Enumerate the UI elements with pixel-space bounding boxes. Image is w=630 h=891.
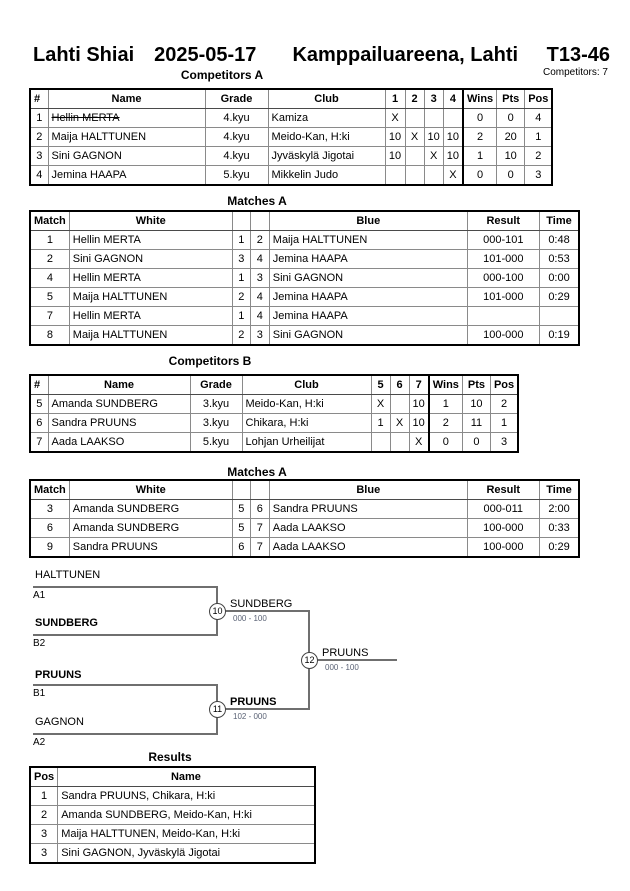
- cell-match: 1: [30, 231, 69, 250]
- cell-wins: 1: [463, 147, 497, 166]
- cell-pts: 20: [497, 128, 525, 147]
- col-grade: Grade: [190, 375, 242, 395]
- col-white: White: [69, 480, 232, 500]
- col-result: Result: [467, 211, 539, 231]
- cell-pos: 1: [525, 128, 553, 147]
- cell-name: Hellin MERTA: [48, 109, 205, 128]
- cell-blue-num: 4: [250, 250, 269, 269]
- section-title-competitors-b: Competitors B: [168, 354, 252, 368]
- matches-b-table: [29, 479, 580, 558]
- cell-club: Mikkelin Judo: [268, 166, 385, 186]
- cell-num: 3: [30, 147, 48, 166]
- cell-pts: 0: [462, 433, 490, 453]
- section-title-results: Results: [148, 750, 192, 764]
- bracket-line: [33, 684, 218, 686]
- cell-blue: Jemina HAAPA: [269, 307, 467, 326]
- cell-club: Chikara, H:ki: [242, 414, 371, 433]
- col-match: Match: [30, 211, 69, 231]
- col-name: Name: [58, 767, 315, 787]
- cell-grade: 3.kyu: [190, 414, 242, 433]
- col-wins: Wins: [429, 375, 463, 395]
- cell-club: Meido-Kan, H:ki: [268, 128, 385, 147]
- cell-name: Amanda SUNDBERG, Meido-Kan, H:ki: [58, 806, 315, 825]
- col-1: 1: [385, 89, 405, 109]
- col-white: White: [69, 211, 232, 231]
- cell-pos: 2: [30, 806, 58, 825]
- table-row: [30, 825, 315, 844]
- cell-result: 000-101: [467, 231, 539, 250]
- cell-blue: Sini GAGNON: [269, 326, 467, 346]
- cell-m5: 1: [371, 414, 390, 433]
- competitors-b-table: [29, 374, 519, 453]
- cell-club: Meido-Kan, H:ki: [242, 395, 371, 414]
- col-name: Name: [48, 375, 190, 395]
- col-blue: Blue: [269, 480, 467, 500]
- cell-wins: 2: [463, 128, 497, 147]
- cell-blue-num: 7: [250, 538, 269, 558]
- cell-pos: 3: [30, 825, 58, 844]
- cell-m3: X: [424, 147, 443, 166]
- cell-blue-num: 3: [250, 269, 269, 288]
- col-3: 3: [424, 89, 443, 109]
- table-row: [30, 128, 552, 147]
- col-time: Time: [539, 480, 579, 500]
- cell-white: Sini GAGNON: [69, 250, 232, 269]
- table-row: [30, 307, 579, 326]
- cell-name: Maija HALTTUNEN: [48, 128, 205, 147]
- table-row: [30, 519, 579, 538]
- cell-white: Hellin MERTA: [69, 307, 232, 326]
- cell-white-num: 1: [232, 269, 250, 288]
- cell-club: Jyväskylä Jigotai: [268, 147, 385, 166]
- results-table: [29, 766, 316, 864]
- cell-blue: Jemina HAAPA: [269, 250, 467, 269]
- cell-blue: Jemina HAAPA: [269, 288, 467, 307]
- col-time: Time: [539, 211, 579, 231]
- col-pts: Pts: [462, 375, 490, 395]
- cell-m1: 10: [385, 128, 405, 147]
- cell-name: Aada LAAKSO: [48, 433, 190, 453]
- cell-time: 0:53: [539, 250, 579, 269]
- header-row: [30, 89, 552, 109]
- section-title-matches-a: Matches A: [227, 194, 287, 208]
- col-5: 5: [371, 375, 390, 395]
- cell-m3: [424, 109, 443, 128]
- cell-white-num: 6: [232, 538, 250, 558]
- table-row: [30, 844, 315, 864]
- cell-num: 4: [30, 166, 48, 186]
- cell-blue-num: 4: [250, 288, 269, 307]
- cell-pts: 0: [497, 109, 525, 128]
- cell-m4: [443, 109, 463, 128]
- cell-result: 000-011: [467, 500, 539, 519]
- bracket-winner-name: PRUUNS: [230, 696, 277, 708]
- cell-match: 7: [30, 307, 69, 326]
- col-result: Result: [467, 480, 539, 500]
- col-blue-num: [250, 211, 269, 231]
- table-row: [30, 395, 518, 414]
- table-row: [30, 787, 315, 806]
- cell-pos: 1: [490, 414, 518, 433]
- cell-blue-num: 2: [250, 231, 269, 250]
- cell-blue: Aada LAAKSO: [269, 519, 467, 538]
- cell-name: Amanda SUNDBERG: [48, 395, 190, 414]
- cell-m4: X: [443, 166, 463, 186]
- cell-pts: 10: [497, 147, 525, 166]
- col-blue: Blue: [269, 211, 467, 231]
- table-row: [30, 250, 579, 269]
- cell-blue-num: 6: [250, 500, 269, 519]
- header-row: [30, 480, 579, 500]
- cell-time: 0:48: [539, 231, 579, 250]
- cell-time: 0:33: [539, 519, 579, 538]
- page-title: [33, 44, 610, 67]
- match-number-badge: 11: [209, 701, 226, 718]
- bracket-line: [33, 733, 218, 735]
- cell-club: Kamiza: [268, 109, 385, 128]
- bracket-entry-name: GAGNON: [35, 716, 84, 728]
- cell-name: Sini GAGNON, Jyväskylä Jigotai: [58, 844, 315, 864]
- cell-blue-num: 7: [250, 519, 269, 538]
- cell-grade: 5.kyu: [205, 166, 268, 186]
- col-white-num: [232, 211, 250, 231]
- col-7: 7: [409, 375, 429, 395]
- cell-time: 0:19: [539, 326, 579, 346]
- event-date: 2025-05-17: [154, 44, 257, 66]
- cell-m4: 10: [443, 128, 463, 147]
- cell-pts: 10: [462, 395, 490, 414]
- cell-wins: 0: [429, 433, 463, 453]
- cell-m5: [371, 433, 390, 453]
- bracket-entry-seed: A1: [33, 590, 46, 601]
- col-pts: Pts: [497, 89, 525, 109]
- cell-grade: 4.kyu: [205, 147, 268, 166]
- table-row: [30, 109, 552, 128]
- cell-m6: [390, 433, 409, 453]
- cell-white: Amanda SUNDBERG: [69, 500, 232, 519]
- cell-white-num: 5: [232, 500, 250, 519]
- cell-pts: 0: [497, 166, 525, 186]
- col-num: #: [30, 375, 48, 395]
- cell-wins: 2: [429, 414, 463, 433]
- cell-wins: 0: [463, 166, 497, 186]
- category-code: T13-46: [546, 44, 610, 66]
- cell-num: 5: [30, 395, 48, 414]
- bracket-entry-seed: B1: [33, 688, 46, 699]
- col-match: Match: [30, 480, 69, 500]
- cell-match: 2: [30, 250, 69, 269]
- cell-time: [539, 307, 579, 326]
- header-row: [30, 375, 518, 395]
- cell-result: 101-000: [467, 288, 539, 307]
- bracket-entry-name: HALTTUNEN: [35, 569, 101, 581]
- table-row: [30, 231, 579, 250]
- cell-m5: X: [371, 395, 390, 414]
- cell-result: [467, 307, 539, 326]
- competitors-a-table: [29, 88, 553, 186]
- cell-club: Lohjan Urheilijat: [242, 433, 371, 453]
- col-6: 6: [390, 375, 409, 395]
- cell-time: 0:00: [539, 269, 579, 288]
- cell-white-num: 3: [232, 250, 250, 269]
- cell-m3: [424, 166, 443, 186]
- cell-white-num: 2: [232, 288, 250, 307]
- cell-white-num: 1: [232, 307, 250, 326]
- cell-name: Sini GAGNON: [48, 147, 205, 166]
- table-row: [30, 433, 518, 453]
- cell-white: Maija HALTTUNEN: [69, 288, 232, 307]
- cell-pos: 3: [490, 433, 518, 453]
- col-pos: Pos: [30, 767, 58, 787]
- cell-m6: X: [390, 414, 409, 433]
- cell-m1: X: [385, 109, 405, 128]
- cell-blue-num: 4: [250, 307, 269, 326]
- cell-white: Maija HALTTUNEN: [69, 326, 232, 346]
- table-row: [30, 500, 579, 519]
- bracket-entry-name: SUNDBERG: [35, 617, 98, 629]
- cell-white-num: 2: [232, 326, 250, 346]
- cell-time: 0:29: [539, 538, 579, 558]
- cell-m7: 10: [409, 395, 429, 414]
- col-blue-num: [250, 480, 269, 500]
- bracket-winner-name: PRUUNS: [322, 647, 369, 659]
- bracket-line: [216, 708, 310, 710]
- cell-name: Jemina HAAPA: [48, 166, 205, 186]
- cell-white-num: 5: [232, 519, 250, 538]
- cell-blue: Sandra PRUUNS: [269, 500, 467, 519]
- cell-time: 0:29: [539, 288, 579, 307]
- bracket-match-score: 000 - 100: [233, 614, 267, 623]
- col-club: Club: [242, 375, 371, 395]
- bracket-entry-seed: B2: [33, 638, 46, 649]
- cell-pos: 1: [30, 787, 58, 806]
- bracket-line: [216, 610, 310, 612]
- cell-name: Sandra PRUUNS, Chikara, H:ki: [58, 787, 315, 806]
- cell-blue: Sini GAGNON: [269, 269, 467, 288]
- bracket-winner-name: SUNDBERG: [230, 598, 293, 610]
- cell-grade: 5.kyu: [190, 433, 242, 453]
- cell-white: Sandra PRUUNS: [69, 538, 232, 558]
- col-club: Club: [268, 89, 385, 109]
- table-row: [30, 806, 315, 825]
- col-pos: Pos: [490, 375, 518, 395]
- bracket-line: [33, 634, 218, 636]
- cell-num: 2: [30, 128, 48, 147]
- bracket-match-score: 000 - 100: [325, 663, 359, 672]
- header-row: [30, 211, 579, 231]
- col-num: #: [30, 89, 48, 109]
- cell-num: 7: [30, 433, 48, 453]
- cell-result: 000-100: [467, 269, 539, 288]
- event-venue: Kamppailuareena, Lahti: [292, 44, 519, 66]
- col-2: 2: [405, 89, 424, 109]
- cell-pos: 3: [30, 844, 58, 864]
- table-row: [30, 326, 579, 346]
- cell-white-num: 1: [232, 231, 250, 250]
- bracket-entry-seed: A2: [33, 737, 46, 748]
- cell-m2: X: [405, 128, 424, 147]
- cell-m2: [405, 166, 424, 186]
- bracket-entry-name: PRUUNS: [35, 669, 82, 681]
- table-row: [30, 166, 552, 186]
- competitors-count: Competitors: 7: [542, 67, 608, 78]
- cell-match: 5: [30, 288, 69, 307]
- cell-match: 4: [30, 269, 69, 288]
- match-number-badge: 10: [209, 603, 226, 620]
- cell-name: Maija HALTTUNEN, Meido-Kan, H:ki: [58, 825, 315, 844]
- cell-m7: X: [409, 433, 429, 453]
- cell-blue: Aada LAAKSO: [269, 538, 467, 558]
- table-row: [30, 414, 518, 433]
- match-number-badge: 12: [301, 652, 318, 669]
- cell-m3: 10: [424, 128, 443, 147]
- cell-m2: [405, 147, 424, 166]
- cell-pos: 3: [525, 166, 553, 186]
- cell-match: 8: [30, 326, 69, 346]
- cell-name: Sandra PRUUNS: [48, 414, 190, 433]
- cell-m6: [390, 395, 409, 414]
- col-grade: Grade: [205, 89, 268, 109]
- col-pos: Pos: [525, 89, 553, 109]
- cell-num: 1: [30, 109, 48, 128]
- cell-blue: Maija HALTTUNEN: [269, 231, 467, 250]
- cell-m1: [385, 166, 405, 186]
- cell-match: 3: [30, 500, 69, 519]
- bracket-match-score: 102 - 000: [233, 712, 267, 721]
- cell-white: Amanda SUNDBERG: [69, 519, 232, 538]
- cell-wins: 0: [463, 109, 497, 128]
- cell-result: 100-000: [467, 326, 539, 346]
- cell-pos: 4: [525, 109, 553, 128]
- cell-time: 2:00: [539, 500, 579, 519]
- cell-wins: 1: [429, 395, 463, 414]
- cell-blue-num: 3: [250, 326, 269, 346]
- cell-m7: 10: [409, 414, 429, 433]
- cell-white: Hellin MERTA: [69, 231, 232, 250]
- table-row: [30, 538, 579, 558]
- col-4: 4: [443, 89, 463, 109]
- section-title-competitors-a: Competitors A: [180, 68, 264, 82]
- cell-grade: 3.kyu: [190, 395, 242, 414]
- cell-result: 101-000: [467, 250, 539, 269]
- cell-m1: 10: [385, 147, 405, 166]
- cell-num: 6: [30, 414, 48, 433]
- cell-pos: 2: [525, 147, 553, 166]
- header-row: [30, 767, 315, 787]
- section-title-matches-b: Matches A: [227, 465, 287, 479]
- col-white-num: [232, 480, 250, 500]
- cell-result: 100-000: [467, 538, 539, 558]
- cell-white: Hellin MERTA: [69, 269, 232, 288]
- cell-grade: 4.kyu: [205, 109, 268, 128]
- col-wins: Wins: [463, 89, 497, 109]
- cell-pts: 11: [462, 414, 490, 433]
- cell-pos: 2: [490, 395, 518, 414]
- table-row: [30, 147, 552, 166]
- bracket-line: [308, 659, 397, 661]
- table-row: [30, 269, 579, 288]
- cell-m2: [405, 109, 424, 128]
- cell-result: 100-000: [467, 519, 539, 538]
- cell-grade: 4.kyu: [205, 128, 268, 147]
- matches-a-table: [29, 210, 580, 346]
- cell-m4: 10: [443, 147, 463, 166]
- event-name: Lahti Shiai: [33, 44, 135, 66]
- cell-match: 6: [30, 519, 69, 538]
- table-row: [30, 288, 579, 307]
- col-name: Name: [48, 89, 205, 109]
- bracket-line: [33, 586, 218, 588]
- cell-match: 9: [30, 538, 69, 558]
